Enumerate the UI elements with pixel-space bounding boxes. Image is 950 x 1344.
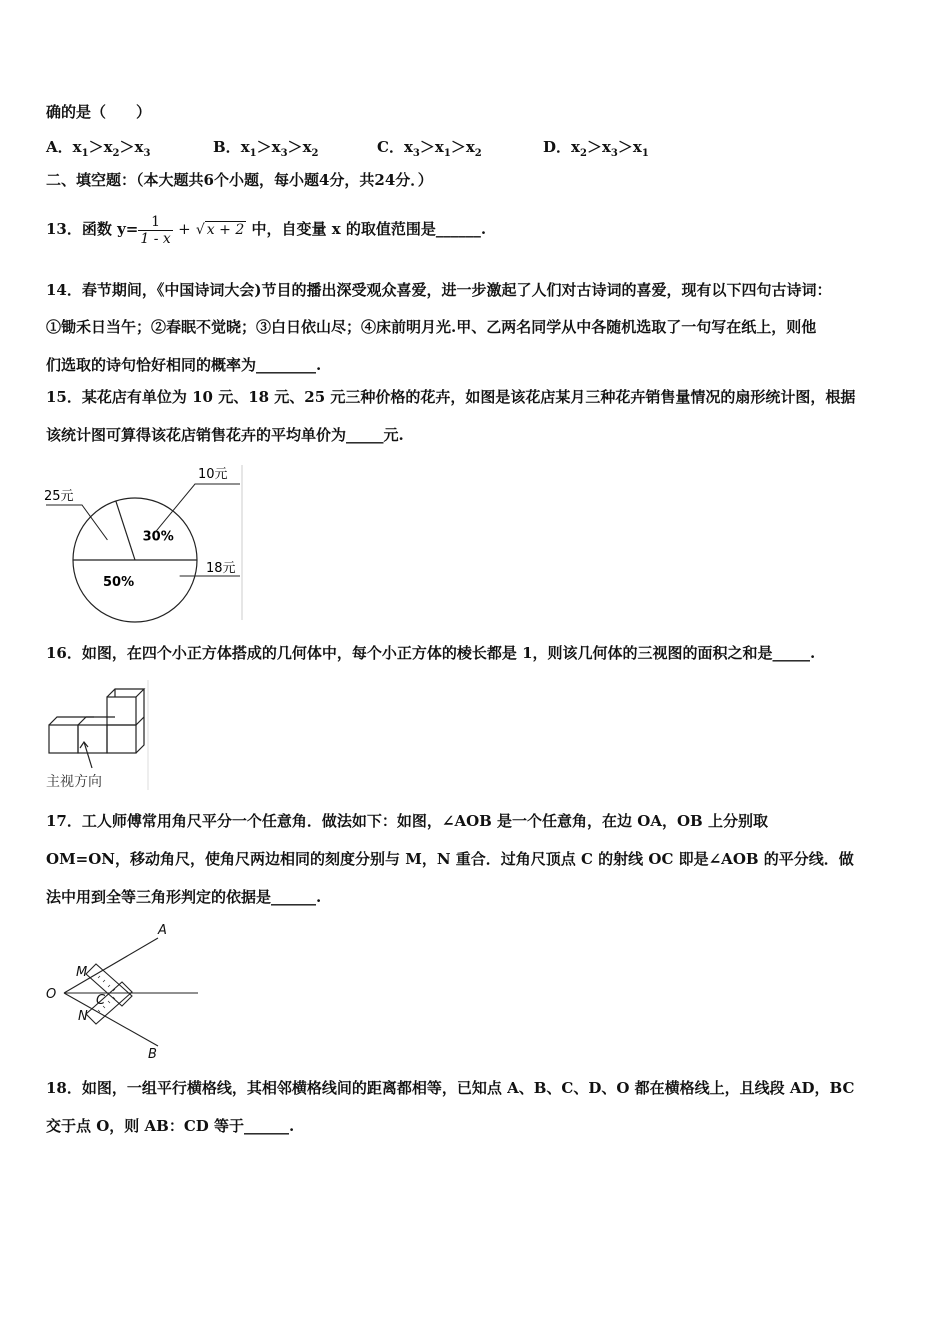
q13-radicand: x + 2: [206, 222, 245, 238]
view-caption: 主视方向: [46, 774, 102, 790]
label-m: M: [76, 965, 88, 980]
section2-heading: 二、填空题：（本大题共6个小题，每小题4分，共24分．）: [46, 171, 433, 189]
q12-option-A: A．$x_1>x_2>x_3$: [46, 138, 151, 159]
cube-top: [107, 697, 136, 725]
pie-slice-boundary: [116, 501, 135, 560]
q13: [46, 208, 486, 251]
pie-leader-line: [155, 484, 240, 532]
q12-option-D: D．$x_2>x_3>x_1$: [543, 138, 649, 159]
q13-fraction: [138, 214, 172, 247]
pie-chart: [40, 460, 250, 625]
q14-line2: ①锄禾日当午；②春眠不觉晓；③白日依山尽；④床前明月光.甲、乙两名同学从中各随机选取了一句写在纸上，则他: [46, 318, 817, 336]
q13-prefix: 13．函数 y=: [46, 220, 139, 238]
label-b: B: [148, 1047, 157, 1062]
label-n: N: [78, 1009, 88, 1024]
q12-tail: 确的是（ ）: [46, 103, 152, 121]
pie-category-label: 25元: [44, 489, 74, 504]
q15-line2: 该统计图可算得该花店销售花卉的平均单价为_____元.: [46, 426, 404, 444]
q13-sqrt: [196, 221, 246, 238]
pie-category-label: 10元: [198, 467, 228, 482]
pie-data-label: 30%: [142, 529, 174, 545]
cube-front-2: [78, 725, 107, 753]
q15-line1: 15．某花店有单位为 10 元、18 元、25 元三种价格的花卉，如图是该花店某月三种花卉销售量情况的扇形统计图，根据: [46, 388, 856, 406]
q13-numerator: 1: [138, 214, 172, 231]
q12-option-B: B．$x_1>x_3>x_2$: [213, 138, 319, 159]
label-c: C: [96, 993, 106, 1008]
q17-line1: 17．工人师傅常用角尺平分一个任意角．做法如下：如图，∠AOB 是一个任意角，在边 OA，OB 上分别取: [46, 812, 768, 830]
q17-line2: OM=ON，移动角尺，使角尺两边相同的刻度分别与 M，N 重合．过角尺顶点 C 的射线 OC 即是∠AOB 的平分线．做: [46, 850, 854, 868]
q13-root-sign: √: [195, 222, 205, 238]
angle-ruler-figure: [40, 918, 210, 1063]
q18-line2: 交于点 O，则 AB：CD 等于______.: [46, 1117, 295, 1135]
q13-denominator: 1 - x: [140, 230, 171, 247]
q14-line3: 们选取的诗句恰好相同的概率为________.: [46, 356, 322, 374]
pie-category-label: 18元: [206, 561, 236, 576]
q12-option-C: C．$x_3>x_1>x_2$: [377, 138, 482, 159]
q17-line3: 法中用到全等三角形判定的依据是______.: [46, 888, 322, 906]
q16-line1: 16．如图，在四个小正方体搭成的几何体中，每个小正方体的棱长都是 1，则该几何体的三视图的面积之和是_____.: [46, 644, 816, 662]
cube-figure: [44, 680, 154, 790]
q18-line1: 18．如图，一组平行横格线，其相邻横格线间的距离都相等，已知点 A、B、C、D、O 都在横格线上，且线段 AD，BC: [46, 1079, 855, 1097]
pie-data-label: 50%: [103, 575, 135, 590]
label-o: O: [46, 987, 57, 1002]
view-arrow: [84, 742, 92, 768]
q14-line1: 14．春节期间，《中国诗词大会)节目的播出深受观众喜爱，进一步激起了人们对古诗词的喜爱，现有以下四句古诗词：: [46, 281, 832, 299]
q13-plus: +: [178, 220, 191, 238]
cube-front-3: [107, 725, 136, 753]
cube-front-1: [49, 725, 78, 753]
q13-suffix: 中，自变量 x 的取值范围是______.: [251, 220, 487, 238]
label-a: A: [158, 923, 167, 938]
